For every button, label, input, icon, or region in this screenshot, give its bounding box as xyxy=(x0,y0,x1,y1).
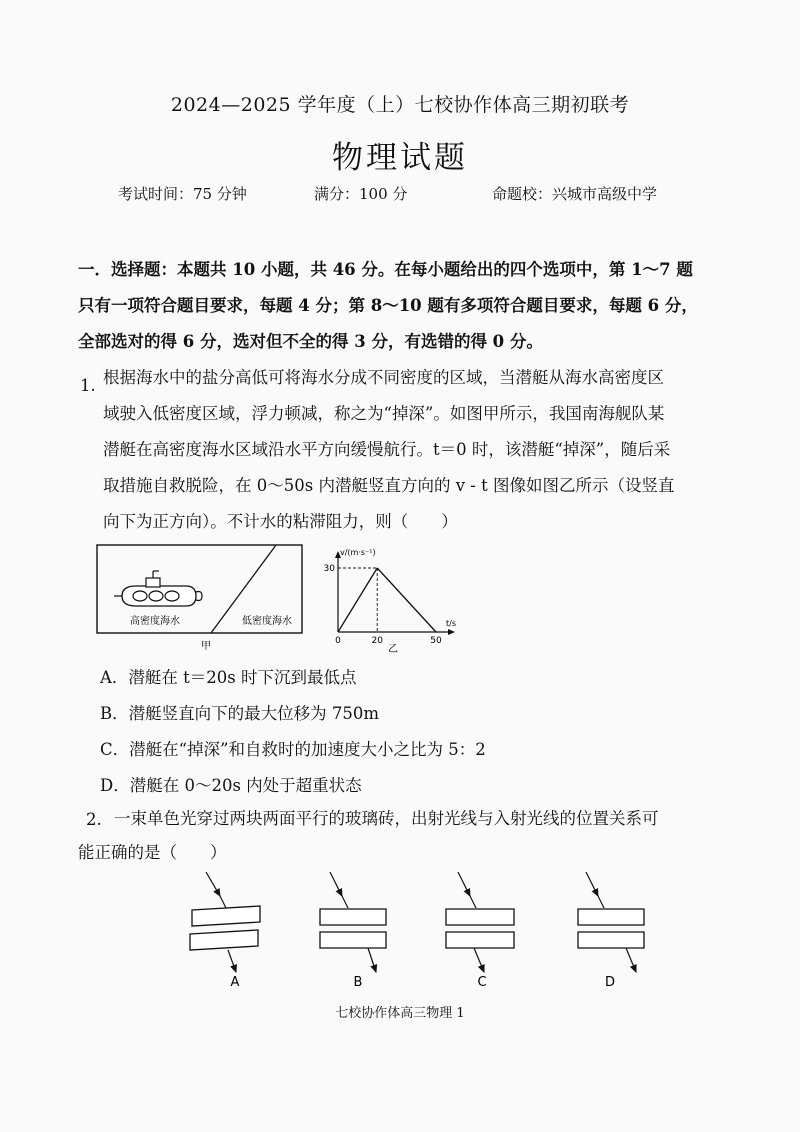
question-1-stem xyxy=(103,360,763,540)
option-d-diagram xyxy=(578,872,644,990)
option-c-diagram xyxy=(446,872,514,990)
x-tick-label: 0 xyxy=(335,636,341,646)
figure-jia-caption: 甲 xyxy=(201,641,211,652)
y-tick-label: 30 xyxy=(323,564,335,574)
section-line-3: 全部选对的得 6 分，选对但不全的得 3 分，有选错的得 0 分。 xyxy=(78,332,543,351)
section-instructions xyxy=(78,252,758,360)
q1-line-3: 潜艇在高密度海水区域沿水平方向缓慢航行。t＝0 时，该潜艇“掉深”，随后采 xyxy=(103,440,671,459)
full-score: 满分：100 分 xyxy=(314,185,408,203)
low-density-label: 低密度海水 xyxy=(242,616,292,627)
figure-jia xyxy=(96,544,306,652)
q1-line-1: 根据海水中的盐分高低可将海水分成不同密度的区域，当潜艇从海水高密度区 xyxy=(103,368,664,387)
figure-yi-caption: 乙 xyxy=(388,644,398,654)
option-d-label: D xyxy=(604,975,616,990)
x-axis xyxy=(338,629,455,635)
question-2-number: 2. xyxy=(86,810,102,829)
question-2-stem-line-1: 一束单色光穿过两块两面平行的玻璃砖，出射光线与入射光线的位置关系可 xyxy=(114,809,659,828)
q1-option-a: A．潜艇在 t＝20s 时下沉到最低点 xyxy=(100,668,357,687)
vt-line-segment-1 xyxy=(338,568,377,632)
q2-figures xyxy=(180,868,650,998)
q1-option-d: D．潜艇在 0～20s 内处于超重状态 xyxy=(100,776,362,795)
figure-yi-vt-graph xyxy=(318,546,468,654)
option-a-label: A xyxy=(230,975,240,990)
subject-title: 物理试题 xyxy=(332,140,468,176)
option-b-diagram xyxy=(320,872,386,990)
section-line-2: 只有一项符合题目要求，每题 4 分；第 8～10 题有多项符合题目要求，每题 6 分， xyxy=(78,296,698,315)
q1-line-2: 域驶入低密度区域，浮力顿减，称之为“掉深”。如图甲所示，我国南海舰队某 xyxy=(103,404,665,423)
x-tick-label: 20 xyxy=(371,636,383,646)
exam-time: 考试时间：75 分钟 xyxy=(118,185,247,203)
setting-school: 命题校：兴城市高级中学 xyxy=(492,185,658,203)
option-b-label: B xyxy=(353,975,363,990)
y-axis-label: v/(m·s⁻¹) xyxy=(340,548,376,557)
submarine-icon xyxy=(114,571,202,606)
option-c-label: C xyxy=(477,975,487,990)
question-1-number: 1. xyxy=(80,376,96,395)
x-tick-label: 50 xyxy=(430,636,442,646)
q1-option-b: B．潜艇竖直向下的最大位移为 750m xyxy=(100,704,380,723)
section-line-1: 一．选择题：本题共 10 小题，共 46 分。在每小题给出的四个选项中，第 1～7 题 xyxy=(78,260,693,279)
y-axis xyxy=(335,551,341,632)
high-density-label: 高密度海水 xyxy=(130,616,180,627)
page-footer: 七校协作体高三物理 1 xyxy=(335,1006,465,1021)
question-2-stem-line-2: 能正确的是（ ） xyxy=(78,843,227,862)
x-axis-label: t/s xyxy=(446,619,456,628)
vt-line-segment-2 xyxy=(377,568,436,632)
q1-line-5: 向下为正方向）。不计水的粘滞阻力，则（ ） xyxy=(103,512,458,531)
q1-line-4: 取措施自救脱险，在 0～50s 内潜艇竖直方向的 v - t 图像如图乙所示（设竖直 xyxy=(103,476,675,495)
q1-option-c: C．潜艇在“掉深”和自救时的加速度大小之比为 5：2 xyxy=(100,740,486,759)
exam-title: 2024—2025 学年度（上）七校协作体高三期初联考 xyxy=(170,94,630,116)
option-a-diagram xyxy=(190,872,260,990)
